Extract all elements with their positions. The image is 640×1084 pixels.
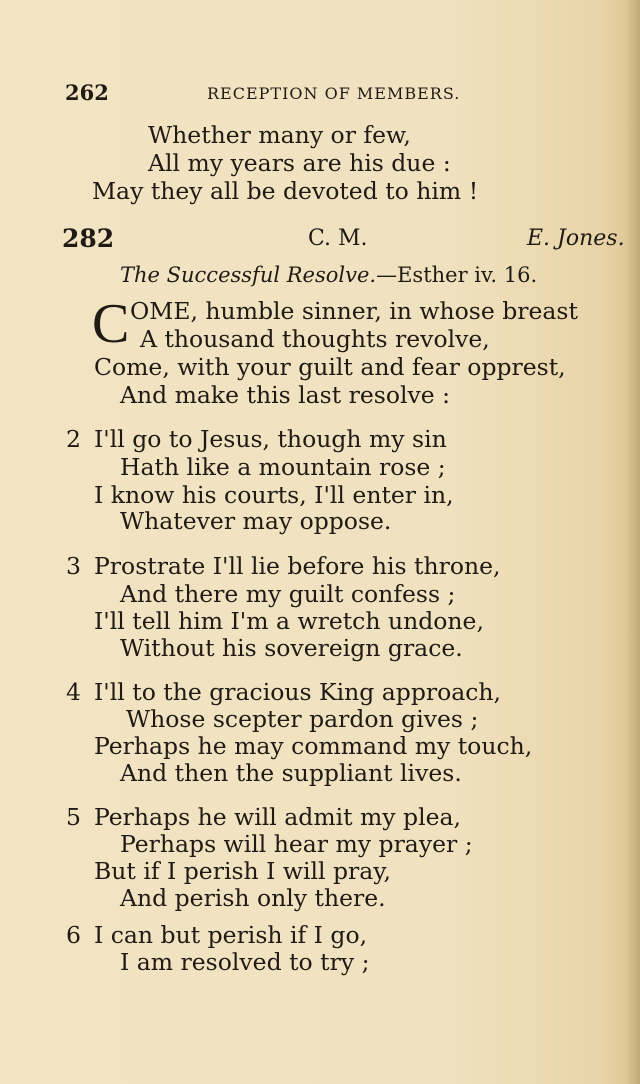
verse-line: I'll to the gracious King approach, — [94, 678, 502, 706]
verse-number: 5 — [66, 803, 81, 831]
verse-line: And there my guilt confess ; — [120, 580, 456, 608]
verse-line: But if I perish I will pray, — [94, 857, 391, 885]
verse-line: Whose scepter pardon gives ; — [126, 705, 479, 733]
verse-line: I'll tell him I'm a wretch undone, — [94, 607, 484, 635]
verse-line: I know his courts, I'll enter in, — [94, 481, 454, 509]
verse-line: Prostrate I'll lie before his throne, — [94, 552, 501, 580]
drop-cap: C — [92, 293, 130, 355]
verse-line: Perhaps he will admit my plea, — [94, 803, 462, 831]
verse-line: May they all be devoted to him ! — [92, 177, 479, 205]
scripture-reference: —Esther iv. 16. — [376, 263, 538, 287]
verse-line: A thousand thoughts revolve, — [140, 325, 490, 353]
hymn-author: E. Jones. — [527, 226, 625, 251]
running-title: RECEPTION OF MEMBERS. — [207, 84, 461, 103]
verse-line: And perish only there. — [120, 884, 386, 912]
verse-number: 4 — [66, 678, 81, 706]
hymn-number: 282 — [62, 224, 115, 253]
verse-line: Perhaps he may command my touch, — [94, 732, 533, 760]
hymn-title: The Successful Resolve. — [120, 263, 377, 287]
verse-line: Whatever may oppose. — [120, 507, 392, 535]
verse-number: 2 — [66, 425, 81, 453]
verse-line: Whether many or few, — [148, 121, 411, 149]
verse-line: Come, with your guilt and fear opprest, — [94, 353, 566, 381]
verse-line: I'll go to Jesus, though my sin — [94, 425, 447, 453]
verse-number: 3 — [66, 552, 81, 580]
verse-line: I can but perish if I go, — [94, 921, 368, 949]
verse-line: Perhaps will hear my prayer ; — [120, 830, 473, 858]
verse-line: And make this last resolve : — [120, 381, 451, 409]
hymn-subtitle — [120, 263, 537, 287]
verse-line: Without his sovereign grace. — [120, 634, 463, 662]
page-edge-shadow — [626, 0, 640, 1084]
verse-line: Hath like a mountain rose ; — [120, 453, 446, 481]
verse-line: And then the suppliant lives. — [120, 759, 462, 787]
running-header — [65, 80, 510, 110]
hymn-meter: C. M. — [308, 226, 368, 251]
verse-line: All my years are his due : — [148, 149, 451, 177]
verse-line: I am resolved to try ; — [120, 948, 370, 976]
verse-number: 6 — [66, 921, 81, 949]
page-number: 262 — [65, 80, 109, 105]
verse-line: OME, humble sinner, in whose breast — [130, 297, 578, 325]
